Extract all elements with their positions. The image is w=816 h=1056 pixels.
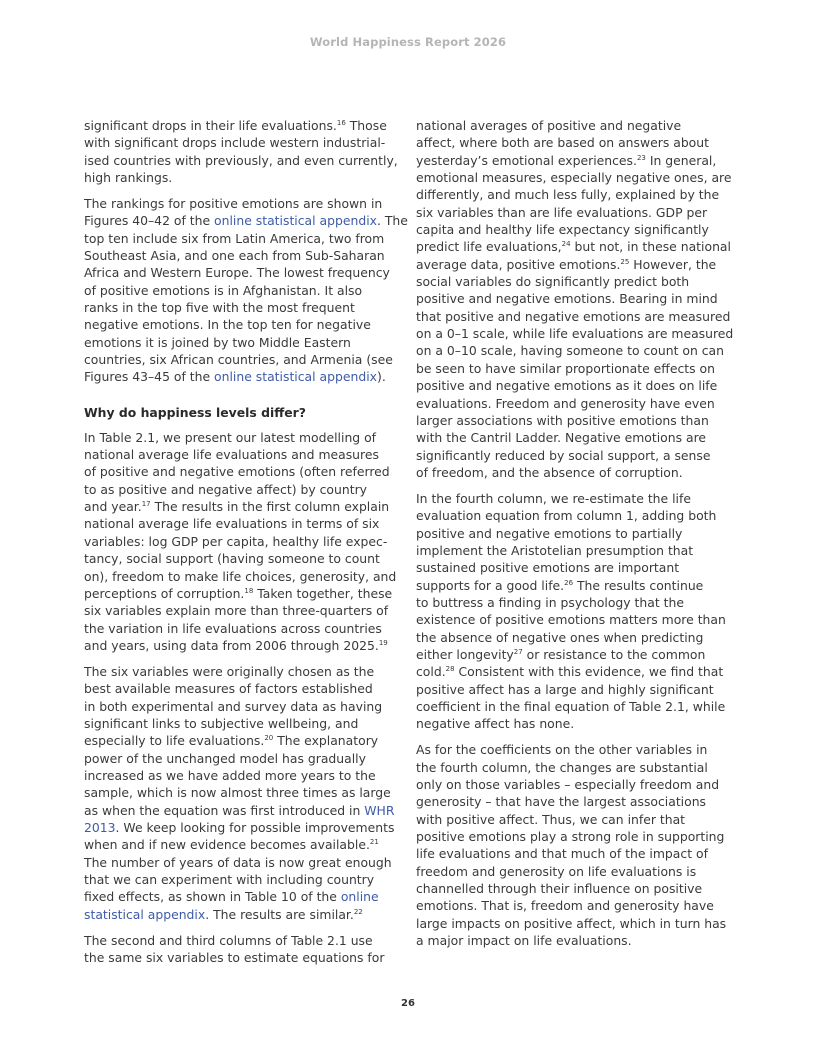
page-number: 26 [401, 998, 415, 1009]
footnote-ref[interactable]: 21 [369, 838, 379, 847]
footnote-ref[interactable]: 23 [636, 153, 646, 162]
footnote-ref[interactable]: 18 [244, 586, 254, 595]
online-appendix-link[interactable]: online statistical appendix [214, 369, 377, 385]
paragraph: The six variables were originally chosen as the best available measures of factors established in both experimental and survey data as having significant links to subjective wellbeing, and especially to life evaluations.$^{20}$ The explanatory power of the unchanged model has gradually increased as we have added more years to the sample, which is now almost three times as large as when the equation was first introduced in WHR 2013. We keep looking for possible improvements when and if new evidence becomes available.$^{21}$ The number of years of data is now great enough that we can experiment with including country fixed effects, as shown in Table 10 of the online statistical appendix. The results are similar.$^{22}$ [84, 663, 395, 922]
footnote-ref[interactable]: 25 [620, 257, 630, 266]
footnote-ref[interactable]: 17 [141, 500, 151, 509]
footnote-ref[interactable]: 24 [561, 240, 571, 249]
footnote-ref[interactable]: 27 [513, 647, 523, 656]
section-heading: Why do happiness levels differ? [84, 404, 306, 420]
left-column [84, 117, 406, 975]
paragraph: The rankings for positive emotions are shown in Figures 40–42 of the online statistical appendix. The top ten include six from Latin America, two from Southeast Asia, and one each from Sub-Saharan Africa and Western Europe. The lowest frequency of positive emotions is in Afghanistan. It also ranks in the top five with the most frequent negative emotions. In the top ten for negative emotions it is joined by two Middle Eastern countries, six African countries, and Armenia (see Figures 43–45 of the online statistical appendix). [84, 195, 408, 385]
paragraph: In Table 2.1, we present our latest modelling of national average life evaluations and measures of positive and negative emotions (often referred to as positive and negative affect) by country and year.$^{17}$ The results in the first column explain national average life evaluations in terms of six variables: log GDP per capita, healthy life expec- tancy, social support (having someone to count on), freedom to make life choices, generosity, and perceptions of corruption.$^{18}$ Taken together, these six variables explain more than three-quarters of the variation in life evaluations across countries and years, using data from 2006 through 2025.19 [84, 429, 397, 653]
online-appendix-link[interactable]: online statistical appendix [214, 213, 377, 229]
footnote-ref[interactable]: 26 [564, 578, 574, 587]
footnote-ref[interactable]: 22 [353, 907, 363, 916]
paragraph: The second and third columns of Table 2.1 use the same six variables to estimate equations for [84, 932, 385, 965]
paragraph: In the fourth column, we re-estimate the life evaluation equation from column 1, adding both positive and negative emotions to partially implement the Aristotelian presumption that sustained positive emotions are important supports for a good life.$^{26}$ The results continue to buttress a finding in psychology that the existence of positive emotions matters more than the absence of negative ones when predicting either longevity$^{27}$ or resistance to the common cold.$^{28}$ Consistent with this evidence, we find that positive affect has a large and highly significant coefficient in the final equation of Table 2.1, while negative affect has none. [416, 490, 726, 732]
right-column [416, 117, 746, 958]
footnote-ref[interactable]: 16 [336, 119, 346, 127]
running-header: World Happiness Report 2026 [309, 35, 507, 49]
online-appendix-link[interactable]: statistical appendix [84, 906, 206, 922]
online-appendix-link[interactable]: online [340, 889, 379, 905]
whr-2013-link[interactable]: 2013 [84, 819, 116, 835]
footnote-ref[interactable]: 19 [378, 638, 388, 647]
footnote-ref[interactable]: 20 [264, 734, 274, 743]
paragraph: As for the coefficients on the other variables in the fourth column, the changes are substantial only on those variables – especially freedom and generosity – that have the largest associations with positive affect. Thus, we can infer that positive emotions play a strong role in supporting life evaluations and that much of the impact of freedom and generosity on life evaluations is channelled through their influence on positive emotions. That is, freedom and generosity have large impacts on positive affect, which in turn has a major impact on life evaluations. [416, 742, 727, 948]
paragraph: national averages of positive and negative affect, where both are based on answers about yesterday’s emotional experiences.$^{23}$ In general, emotional measures, especially negative ones, are differently, and much less fully, explained by the six variables than are life evaluations. GDP per capita and healthy life expectancy significantly predict life evaluations,$^{24}$ but not, in these national average data, positive emotions.$^{25}$ However, the social variables do significantly predict both positive and negative emotions. Bearing in mind that positive and negative emotions are measured on a 0–1 scale, while life evaluations are measured on a 0–10 scale, having someone to count on can be seen to have similar proportionate effects on positive and negative emotions as it does on life evaluations. Freedom and generosity have even larger associations with positive emotions than with the Cantril Ladder. Negative emotions are significantly reduced by social support, a sense of freedom, and the absence of corruption. [416, 118, 734, 480]
whr-2013-link[interactable]: WHR [364, 802, 395, 818]
paragraph: significant drops in their life evaluations.$^{16}$ Those with significant drops include western industrial- ised countries with previously, and even currently, high rankings. [84, 118, 398, 186]
footnote-ref[interactable]: 28 [445, 665, 455, 674]
